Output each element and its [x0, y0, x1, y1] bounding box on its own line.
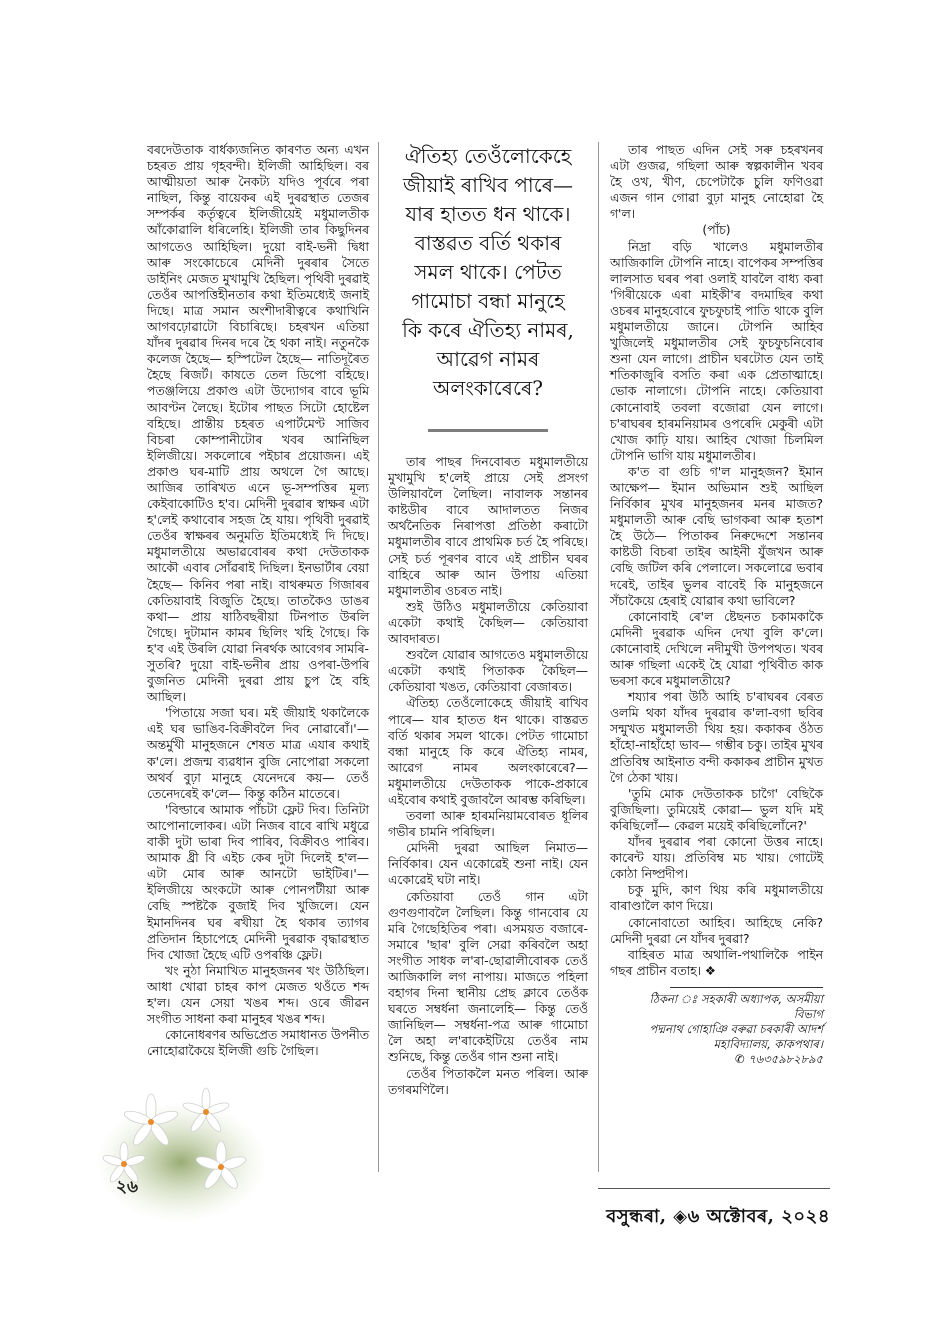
paragraph: খং নুঠা নিমাখিত মানুহজনৰ খং উঠিছিল। আধা খোৱা চাহৰ কাপ মেজত থওঁতে শব্দ হ'ল। যেন সেয়া খঙৰ শব্দ। ওৰে জীৱন সংগীত সাধনা কৰা মানুহৰ খঙৰ শব্দ।	[147, 963, 369, 1027]
paragraph: 'তুমি মোক দেউতাকক চাগৈ' বেছিকৈ বুজিছিলা। তুমিয়েই কোৱা— ভুল যদি মই কৰিছিলোঁ— কেৱল ময়েই কৰিছিলোঁনে?'	[610, 786, 823, 833]
paragraph: তাৰ পাছৰ দিনবোৰত মধুমালতীয়ে মুখামুখি হ'লেই প্ৰায়ে সেই প্ৰসংগ উলিয়াবলৈ লৈছিল। নাবালক সন্তানৰ কাষ্টডীৰ বাবে আদালতত নিজৰ অৰ্থনৈতিক নিৰাপত্তা প্ৰতিষ্ঠা কৰাটো মধুমালতীৰ বাবে প্ৰাথমিক চৰ্ত হৈ পৰিছে। সেই চৰ্ত পূৰণৰ বাবে এই প্ৰাচীন ঘৰৰ বাহিৰে আৰু আন উপায় এতিয়া মধুমালতীৰ ওচৰত নাই।	[388, 455, 588, 598]
left-column	[147, 142, 369, 1059]
paragraph: 'বিল্ডাৰে আমাক পাঁচটা ফ্লেট দিব। তিনিটা আপোনালোকৰ। এটা নিজৰ বাবে ৰাখি মধুৱে বাকী দুটা ভাৰা দিব পাৰিব, বিক্ৰীবও পাৰিব। আমাক ধ্ৰী বি এইচ কেৰ দুটা দিলেই হ'ল— এটা মোৰ আৰু আনটো ভাইটিৰ।'— ইলিজীয়ে অংকটো আৰু পোনপটীয়া আৰু বেছি স্পষ্টকৈ বুজাই দিব খুজিলে। যেন ইমানদিনৰ ঘৰ ৰখীয়া হৈ থকাৰ ত্যাগৰ প্ৰতিদান হিচাপেহে মেদিনী দুৰৱাক বৃদ্ধাৱস্থাত দিব খোজা হৈছে এটি ওপৰঞ্চি ফ্লেট।	[147, 802, 369, 962]
column-divider-left	[378, 142, 379, 1172]
author-phone: ✆ ৭৬৩৫৯৮২৮৯৫	[735, 1051, 823, 1066]
magazine-footer: বসুন্ধৰা, ◈৬ অক্টোবৰ, ২০২৪	[606, 1206, 830, 1227]
pull-quote-line: অলংকাৰেৰে?	[433, 376, 543, 400]
paragraph: তাৰ পাছত এদিন সেই সৰু চহৰখনৰ এটা গুজৱ, গছিলা আৰু স্বল্পকালীন খবৰ হৈ ওখ, খীণ, চেপেটাকৈ চুলি ফণিওৱা এজন গান গোৱা বুঢ়া মানুহ নোহোৱা হৈ গ'ল।	[610, 143, 823, 222]
paragraph: চকু মুদি, কাণ থিয় কৰি মধুমালতীয়ে বাৰাণ্ডালৈ কাণ দিয়ে।	[610, 883, 823, 914]
pull-quote-line: ঐতিহ্য তেওঁলোকেহে	[404, 144, 572, 168]
address-divider	[670, 987, 823, 988]
pull-quote	[388, 142, 588, 442]
page-number: ২৬	[116, 1177, 139, 1197]
pull-quote-line: আৱেগ নামৰ	[436, 347, 540, 371]
paragraph: শুবলৈ যোৱাৰ আগতেও মধুমালতীয়ে একেটা কথাই পিতাকক কৈছিল— কেতিয়াবা খঙত, কেতিয়াবা বেজাৰত।	[388, 648, 588, 695]
footer-divider	[598, 1188, 830, 1189]
paragraph: কোনোধৰণৰ অভিপ্ৰেত সমাধানত উপনীত নোহোৱাকৈয়ে ইলিজী গুচি গৈছিল।	[147, 1028, 369, 1059]
author-address-line: মহাবিদ্যালয়, কাকপথাৰ।	[713, 1036, 823, 1051]
author-address-line: পদ্মনাথ গোহাঞি বৰুৱা চৰকাৰী আদৰ্শ	[649, 1021, 823, 1036]
paragraph: ঐতিহ্য তেওঁলোকেহে জীয়াই ৰাখিব পাৰে— যাৰ হাতত ধন থাকে। বাস্তৱত বৰ্তি থকাৰ সমল থাকে। পেটত গামোচা বন্ধা মানুহে কি কৰে ঐতিহ্য নামৰ, আৱেগ নামৰ অলংকাৰেৰে?— মধুমালতীয়ে দেউতাকক পাকে-প্ৰকাৰে এইবোৰ কথাই বুজাবলৈ আৰম্ভ কৰিছিল।	[388, 696, 588, 807]
paragraph: যাঁদৰ দুৰৱাৰ পৰা কোনো উত্তৰ নাহে। কাৰেন্ট যায়। প্ৰতিবিম্ব মচ খায়। গোটেই কোঠা নিষ্প্ৰদীপ।	[610, 835, 823, 882]
section-number: (পাঁচ)	[702, 223, 731, 238]
paragraph: 'পিতায়ে সজা ঘৰ। মই জীয়াই থকালৈকে এই ঘৰ ভাঙিব-বিক্ৰীবলৈ দিব নোৱাৰোঁ।'— অন্তৰ্মুখী মানুহজনে শেষত মাত্ৰ এযাৰ কথাই ক'লে। প্ৰজন্ম ব্যৱধান বুজি নোপোৱা সকলো অথৰ্ব বুঢ়া মানুহে যেনেদৰে কয়— তেওঁ তেনেদৰেই ক'লে— কিন্তু কঠিন মাতেৰে।	[147, 706, 369, 801]
pull-quote-line: কি কৰে ঐতিহ্য নামৰ,	[402, 318, 574, 342]
paragraph: ক'ত বা গুচি গ'ল মানুহজন? ইমান আক্ষেপ— ইমান অভিমান শুই আছিল নিৰ্বিকাৰ মুখৰ মানুহজনৰ মনৰ মাজত? মধুমালতী আৰু বেছি ভাগকৰা আৰু হতাশ হৈ উঠে— পিতাকৰ নিৰুদ্দেশে সন্তানৰ কাষ্টডী বিচৰা তাইৰ আইনী যুঁজখন আৰু বেছি জটিল কৰি পেলালে। সকলোৱে ভবাৰ দৰেই, তাইৰ ভুলৰ বাবেই কি মানুহজনে সঁচাকৈয়ে হেৰাই যোৱাৰ কথা ভাবিলে?	[610, 464, 823, 608]
author-address-line: বিভাগ	[793, 1006, 823, 1021]
paragraph: কেতিয়াবা তেওঁ গান এটা গুণগুণাবলৈ লৈছিল। কিন্তু গানবোৰ যে মৰি গৈছেহিতিৰ পৰা। এসময়ত বজাৰে-সমাৰে 'ছাৰ' বুলি সেৱা কৰিবলৈ অহা সংগীত সাধক ল'ৰা-ছোৱালীবোৰক তেওঁ আজিকালি লগ নাপায়। মাজতে পহিলা বহাগৰ দিনা স্থানীয় প্ৰেছ ক্লাবে তেওঁক ঘৰতে সম্বৰ্ধনা জনালেহি— কিন্তু তেওঁ জানিছিল— সম্বৰ্ধনা-পত্ৰ আৰু গামোচা লৈ অহা ল'ৰাকেইটিয়ে তেওঁৰ নাম শুনিছে, কিন্তু তেওঁৰ গান শুনা নাই।	[388, 889, 588, 1065]
author-address-line: ঠিকনা ঃ সহকাৰী অধ্যাপক, অসমীয়া	[649, 991, 823, 1006]
paragraph: মেদিনী দুৰৱা আছিল নিমাত— নিৰ্বিকাৰ। যেন একোৱেই শুনা নাই। যেন একোৱেই ঘটা নাই।	[388, 841, 588, 888]
paragraph: কোনোবাই ৰে'ল ষ্টেছনত চকামকাকৈ মেদিনী দুৰৱাক এদিন দেখা বুলি ক'লে। কোনোবাই দেখিলে নদীমুখী উপপথত। খবৰ আৰু গছিলা একেই হৈ যোৱা পৃথিবীত কাক ভৰসা কৰে মধুমালতীয়ে?	[610, 609, 823, 689]
pull-quote-line: যাৰ হাতত ধন থাকে।	[405, 202, 571, 226]
paragraph: শয্যাৰ পৰা উঠি আহি চ'ৰাঘৰৰ বেৰত ওলমি থকা যাঁদৰ দুৰৱাৰ ক'লা-বগা ছবিৰ সন্মুখত মধুমালতী থিয় হয়। ককাকৰ ওঁঠত হাঁহো-নাহাঁহো ভাব— গম্ভীৰ চকু। তাইৰ মুখৰ প্ৰতিবিম্ব আইনাত বন্দী ককাকৰ প্ৰাচীন মুখত গৈ ঠেকা খায়।	[610, 690, 823, 785]
pull-quote-underline	[428, 429, 548, 432]
paragraph: বাহিৰত মাত্ৰ অথালি-পথালিকৈ পাইন গছৰ প্ৰাচীন বতাহ। ❖	[610, 947, 823, 978]
right-column	[610, 142, 823, 1067]
pull-quote-line: গামোচা বন্ধা মানুহে	[411, 289, 565, 313]
column-divider-right	[598, 142, 599, 1172]
paragraph: কোনোবাতো আহিব। আহিছে নেকি? মেদিনী দুৰৱা নে যাঁদৰ দুৰৱা?	[610, 915, 823, 946]
middle-column	[388, 454, 588, 1098]
pull-quote-line: বাস্তৱত বৰ্তি থকাৰ	[414, 231, 562, 255]
paragraph: শুই উঠিও মধুমালতীয়ে কেতিয়াবা একেটা কথাই কৈছিল— কেতিয়াবা আবদাৰত।	[388, 599, 588, 647]
pull-quote-line: সমল থাকে। পেটত	[414, 260, 562, 284]
paragraph: নিদ্ৰা বড়ি খালেও মধুমালতীৰ আজিকালি টোপনি নাহে। বাপেকৰ সম্পত্তিৰ লালসাত ঘৰৰ পৰা ওলাই যাবলৈ বাধ্য কৰা 'গিৰীয়েকে এৰা মাইকী'ৰ বদমাছিৰ কথা ওচৰৰ মানুহবোৰে ফুচফুচাই পাতি থাকে বুলি মধুমালতীয়ে জানে। টোপনি আহিব খুজিলেই মধুমালতীৰ সেই ফুচফুচনিবোৰ শুনা যেন লাগে। প্ৰাচীন ঘৰটোত যেন তাই শতিকাজুৰি বসতি কৰা এক প্ৰেতাত্মাহে। ভোক নালাগে। টোপনি নাহে। কেতিয়াবা কোনোবাই তবলা বজোৱা যেন লাগে। চ'ৰাঘৰৰ হাৰমনিয়ামৰ ওপৰেদি মেকুৰী এটা খোজ কাঢ়ি যায়। আহিব খোজা চিলমিল টোপনি ভাগি যায় মধুমালতীৰ।	[610, 239, 823, 463]
paragraph: তবলা আৰু হাৰমনিয়ামবোৰত ধূলিৰ গভীৰ চামনি পৰিছিল।	[388, 809, 588, 840]
paragraph: তেওঁৰ পিতাকলৈ মনত পৰিল। আৰু তগৰমণিলৈ।	[388, 1066, 588, 1097]
paragraph: বৰদেউতাক বাৰ্ধক্যজনিত কাৰণত অন্য এখন চহৰত প্ৰায় গৃহবন্দী। ইলিজী আহিছিল। বৰ আত্মীয়তা আৰু নৈকট্য যদিও পূৰ্বৰে পৰা নাছিল, কিন্তু বায়েকৰ এই দুৰৱস্থাত তেজৰ সম্পৰ্কৰ কৰ্তৃত্বৰে ইলিজীয়েই মধুমালতীক আঁকোৱালি ধৰিলেহি। ইলিজী তাৰ কিছুদিনৰ আগতেও আহিছিল। দুয়ো বাই-ভনী দ্বিধা আৰু সংকোচেৰে মেদিনী দুৰৰাৰ সৈতে ডাইনিং মেজত মুখামুখি হৈছিল। পৃথিবী দুৰৱাই তেওঁৰ আপত্তিহীনতাৰ কথা ইতিমধ্যেই জনাই দিছে। মাত্ৰ সমান অংশীদাৰীত্বৰে কথাখিনি আগবঢ়োৱাটো বিচাৰিছে। চহৰখন এতিয়া যাঁদৰ দুৰৱাৰ দিনৰ দৰে হৈ থকা নাই। নতুনকৈ কলেজ হৈছে— হস্পিটেল হৈছে— নাতিদূৰৈত হৈছে ৰিজৰ্ট। কাষতে তেল ডিপো বহিছে। পতঞ্জলিয়ে প্ৰকাণ্ড এটা উদ্যোগৰ বাবে ভূমি আবণ্টন লৈছে। ইটোৰ পাছত সিটো হোষ্টেল বহিছে। প্ৰান্তীয় চহৰত এপাৰ্টমেণ্ট সাজিব বিচৰা কোম্পানীটোৰ খবৰ আনিছিল ইলিজীয়ে। সকলোৰে পইচাৰ প্ৰয়োজন। এই প্ৰকাণ্ড ঘৰ-মাটি প্ৰায় অথলে গৈ আছে। আজিৰ তাৰিখত এনে ভূ-সম্পত্তিৰ মূল্য কেইবাকোটিও হ'ব। মেদিনী দুৰৱাৰ স্বাক্ষৰ এটা হ'লেই কথাবোৰ সহজ হৈ যায়। পৃথিবী দুৰৱাই তেওঁৰ স্বাক্ষৰৰ অনুমতি ইতিমধ্যেই দি দিছে। মধুমালতীয়ে অভাৱবোৰৰ কথা দেউতাকক আকৌ এবাৰ সোঁৱৰাই দিছিল। ইনভাৰ্টাৰ বেয়া হৈছে— কিনিব পৰা নাই। বাথৰুমত গিজাৰৰ কেতিয়াবাই বিজুতি হৈছে। তাতকৈও ডাঙৰ কথা— প্ৰায় ষাঠিবছৰীয়া টিনপাত উৰলি গৈছে। দুটামান কামৰ ছিলিং খহি গৈছে। কি হ'ব এই উৰলি যোৱা নিৰৰ্থক আবেগৰ সামৰি-সুতৰি? দুয়ো বাই-ভনীৰ প্ৰায় ওপৰা-উপৰি বুজনিত মেদিনী দুৰৱা প্ৰায় চুপ হৈ বহি আছিল।	[147, 143, 369, 705]
pull-quote-line: জীয়াই ৰাখিব পাৰে—	[402, 173, 574, 197]
